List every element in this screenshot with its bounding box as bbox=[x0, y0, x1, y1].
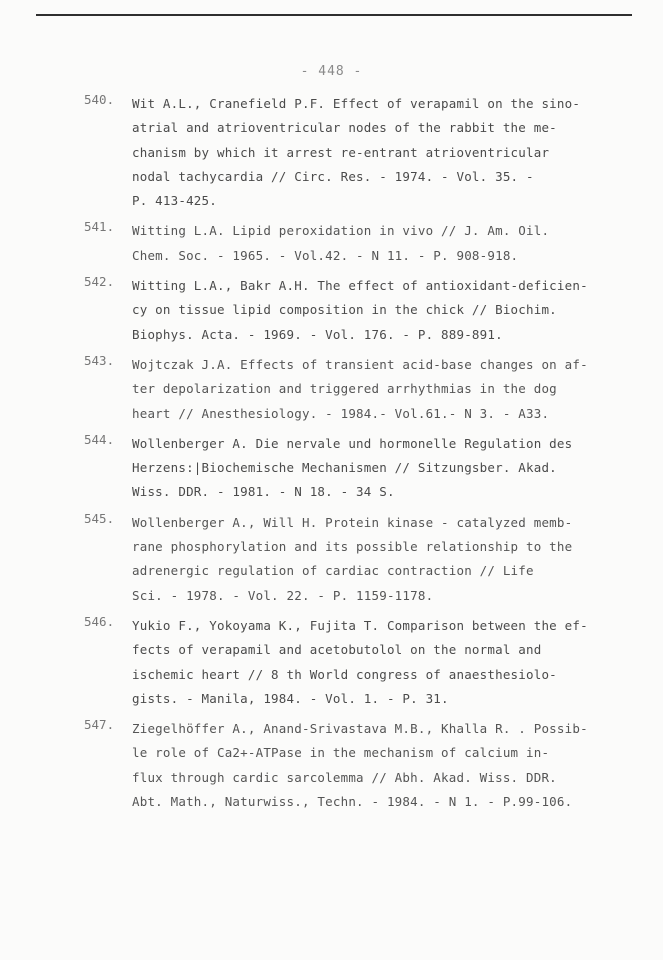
reference-number: 547. bbox=[84, 717, 115, 733]
reference-text: Yukio F., Yokoyama K., Fujita T. Comparison between the ef- fects of verapamil and acetobutolol on the normal and ischemic heart // 8 th World congress of anaesthesiolo- gists. - Manila, 1984. - Vol. 1. - P. 31. bbox=[132, 617, 588, 706]
reference-entry bbox=[84, 432, 624, 505]
reference-number: 545. bbox=[84, 510, 115, 526]
reference-entry bbox=[84, 353, 624, 426]
reference-text: Wollenberger A., Will H. Protein kinase - catalyzed memb- rane phosphorylation and its possible relationship to the adrenergic regulation of cardiac contraction // Life Sci. - 1978. - Vol. 22. - P. 1159-1178. bbox=[132, 514, 573, 603]
reference-entry bbox=[84, 511, 624, 608]
reference-text: Wollenberger A. Die nervale und hormonelle Regulation des Herzens:|Biochemische Mechanismen // Sitzungsber. Akad. Wiss. DDR. - 1981. - N 18. - 34 S. bbox=[132, 435, 573, 500]
reference-entry bbox=[84, 219, 624, 268]
reference-text: Wojtczak J.A. Effects of transient acid-base changes on af- ter depolarization and triggered arrhythmias in the dog heart // Anesthesiology. - 1984.- Vol.61.- N 3. - A33. bbox=[132, 356, 588, 421]
reference-entry bbox=[84, 614, 624, 711]
reference-number: 546. bbox=[84, 613, 115, 629]
reference-text: Witting L.A., Bakr A.H. The effect of antioxidant-deficien- cy on tissue lipid composition in the chick // Biochim. Biophys. Acta. - 1969. - Vol. 176. - P. 889-891. bbox=[132, 278, 588, 342]
reference-text: Wit A.L., Cranefield P.F. Effect of verapamil on the sino- atrial and atrioventricular nodes of the rabbit the me- chanism by which it arrest re-entrant atrioventricular nodal tachycardia // Circ. Res. - 1974. - Vol. 35. - P. 413-425. bbox=[132, 96, 581, 209]
reference-number: 544. bbox=[84, 431, 115, 447]
reference-text: Ziegelhöffer A., Anand-Srivastava M.B., Khalla R. . Possib- le role of Ca2+-ATPase in the mechanism of calcium in- flux through cardic sarcolemma // Abh. Akad. Wiss. DDR. Abt. Math., Naturwiss., Techn. - 1984. - N 1. - P.99-106. bbox=[132, 721, 588, 810]
reference-entry bbox=[84, 274, 624, 347]
reference-number: 541. bbox=[84, 219, 115, 235]
reference-number: 543. bbox=[84, 352, 115, 368]
reference-entry bbox=[84, 92, 624, 213]
top-rule bbox=[36, 14, 632, 16]
reference-entry bbox=[84, 717, 624, 814]
reference-number: 540. bbox=[84, 92, 115, 107]
reference-list bbox=[84, 92, 624, 820]
reference-text: Witting L.A. Lipid peroxidation in vivo // J. Am. Oil. Chem. Soc. - 1965. - Vol.42. - N 11. - P. 908-918. bbox=[132, 223, 550, 263]
reference-number: 542. bbox=[84, 274, 115, 290]
page-number: - 448 - bbox=[300, 64, 363, 79]
